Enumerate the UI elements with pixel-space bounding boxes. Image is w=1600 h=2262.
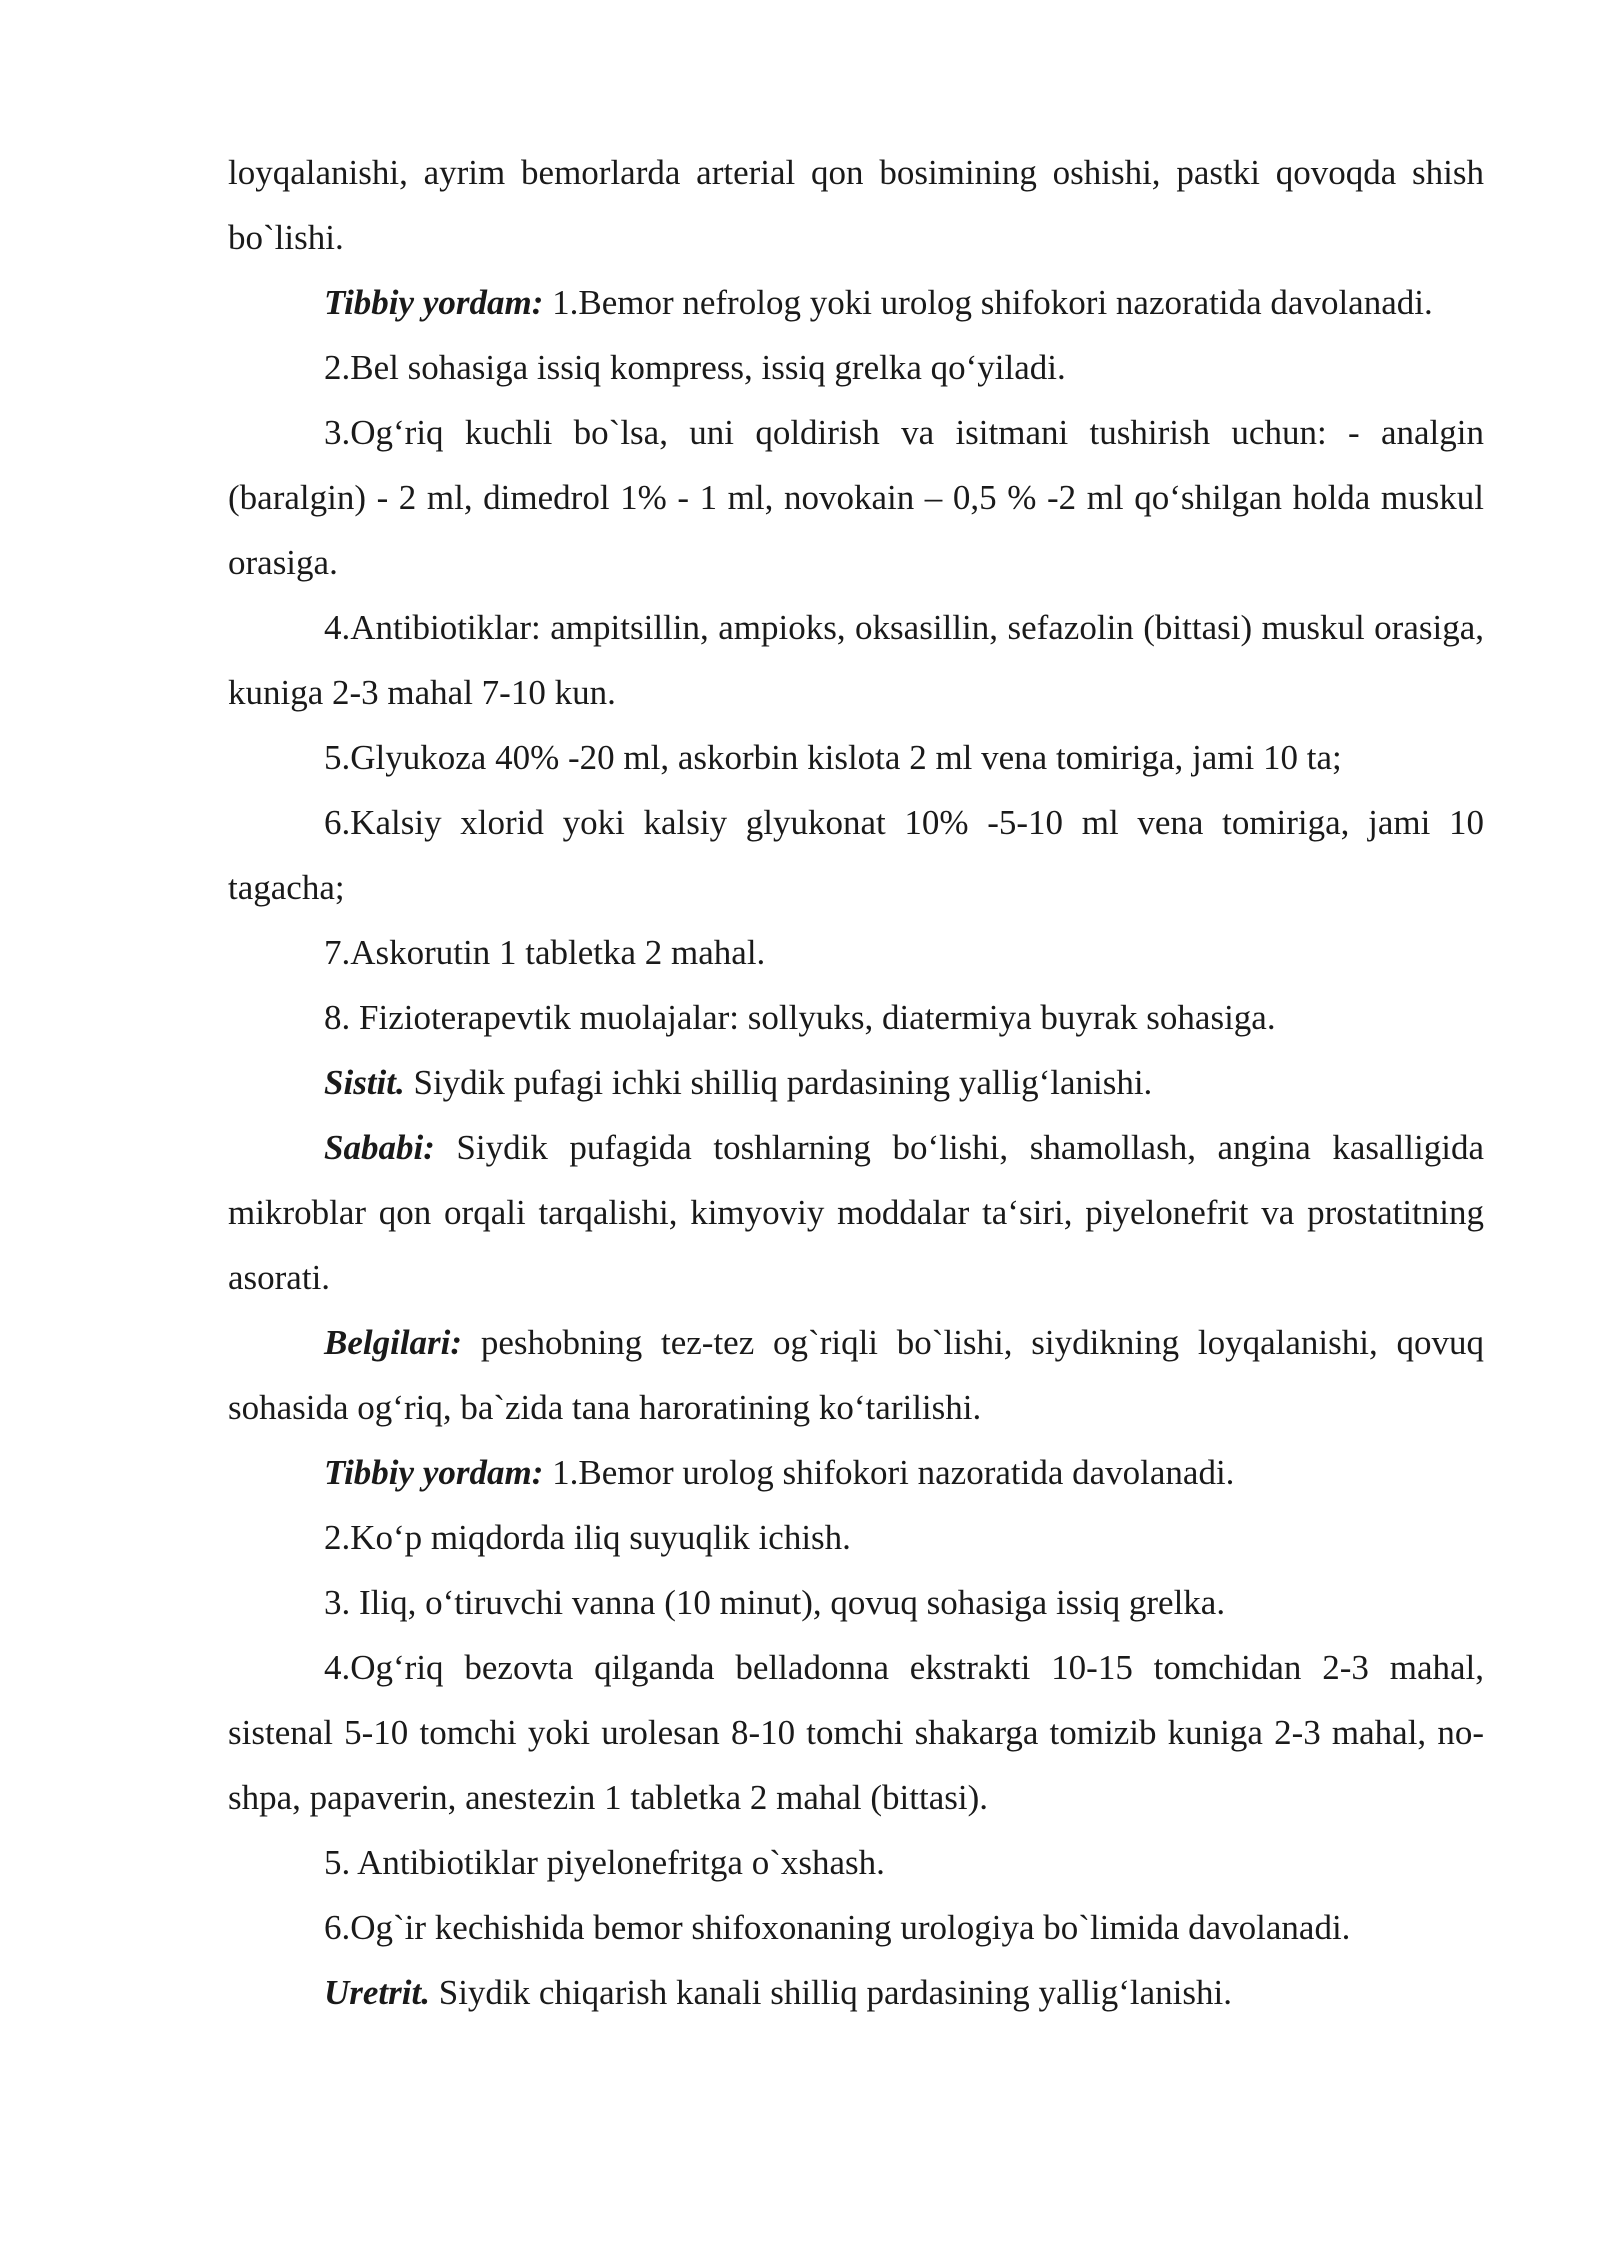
paragraph-4 [228, 595, 1484, 725]
paragraph-text: 1.Bemor nefrolog yoki urolog shifokori nazoratida davolanadi. [543, 283, 1433, 322]
paragraph-10 [228, 1115, 1484, 1310]
paragraph-16 [228, 1830, 1484, 1895]
paragraph-text: 3.Og‘riq kuchli bo`lsa, uni qoldirish va isitmani tushirish uchun: - analgin (baralgin) - 2 ml, dimedrol 1% - 1 ml, novokain – 0,5 % -2 ml qo‘shilgan holda muskul orasiga. [228, 413, 1484, 582]
paragraph-text: Siydik chiqarish kanali shilliq pardasining yallig‘lanishi. [429, 1973, 1232, 2012]
paragraph-text: loyqalanishi, ayrim bemorlarda arterial qon bosimining oshishi, pastki qovoqda shish bo`lishi. [228, 153, 1484, 257]
paragraph-label: Sistit. [324, 1063, 405, 1102]
paragraph-text: 5.Glyukoza 40% -20 ml, askorbin kislota 2 ml vena tomiriga, jami 10 ta; [324, 738, 1342, 777]
paragraph-text: 4.Og‘riq bezovta qilganda belladonna ekstrakti 10-15 tomchidan 2-3 mahal, sistenal 5-10 tomchi yoki urolesan 8-10 tomchi shakarga tomizib kuniga 2-3 mahal, no-shpa, papaverin, anestezin 1 tabletka 2 mahal (bittasi). [228, 1648, 1484, 1817]
paragraph-label: Tibbiy yordam: [324, 1453, 544, 1492]
paragraph-text: 1.Bemor urolog shifokori nazoratida davolanadi. [543, 1453, 1235, 1492]
paragraph-9 [228, 1050, 1484, 1115]
paragraph-12 [228, 1440, 1484, 1505]
paragraph-0 [228, 140, 1484, 270]
paragraph-text: Siydik pufagi ichki shilliq pardasining yallig‘lanishi. [404, 1063, 1153, 1102]
paragraph-14 [228, 1570, 1484, 1635]
paragraph-text: 7.Askorutin 1 tabletka 2 mahal. [324, 933, 766, 972]
paragraph-label: Tibbiy yordam: [324, 283, 544, 322]
paragraph-17 [228, 1895, 1484, 1960]
paragraph-text: 2.Bel sohasiga issiq kompress, issiq grelka qo‘yiladi. [324, 348, 1066, 387]
paragraph-text: Siydik pufagida toshlarning bo‘lishi, shamollash, angina kasalligida mikroblar qon orqali tarqalishi, kimyoviy moddalar ta‘siri, piyelonefrit va prostatitning asorati. [228, 1128, 1484, 1297]
paragraph-1 [228, 270, 1484, 335]
paragraph-label: Belgilari: [324, 1323, 463, 1362]
paragraph-text: peshobning tez-tez og`riqli bo`lishi, siydikning loyqalanishi, qovuq sohasida og‘riq, ba`zida tana haroratining ko‘tarilishi. [228, 1323, 1484, 1427]
paragraph-text: 6.Kalsiy xlorid yoki kalsiy glyukonat 10% -5-10 ml vena tomiriga, jami 10 tagacha; [228, 803, 1484, 907]
paragraph-5 [228, 725, 1484, 790]
paragraph-18 [228, 1960, 1484, 2025]
paragraph-6 [228, 790, 1484, 920]
paragraph-15 [228, 1635, 1484, 1830]
paragraph-text: 6.Og`ir kechishida bemor shifoxonaning urologiya bo`limida davolanadi. [324, 1908, 1351, 1947]
paragraph-8 [228, 985, 1484, 1050]
paragraph-label: Sababi: [324, 1128, 435, 1167]
paragraph-11 [228, 1310, 1484, 1440]
paragraph-7 [228, 920, 1484, 985]
paragraph-label: Uretrit. [324, 1973, 430, 2012]
paragraph-2 [228, 335, 1484, 400]
paragraph-text: 2.Ko‘p miqdorda iliq suyuqlik ichish. [324, 1518, 851, 1557]
document-page [228, 140, 1484, 2025]
paragraph-3 [228, 400, 1484, 595]
paragraph-text: 3. Iliq, o‘tiruvchi vanna (10 minut), qovuq sohasiga issiq grelka. [324, 1583, 1226, 1622]
paragraph-13 [228, 1505, 1484, 1570]
paragraph-text: 8. Fizioterapevtik muolajalar: sollyuks, diatermiya buyrak sohasiga. [324, 998, 1276, 1037]
paragraph-text: 5. Antibiotiklar piyelonefritga o`xshash. [324, 1843, 885, 1882]
paragraph-text: 4.Antibiotiklar: ampitsillin, ampioks, oksasillin, sefazolin (bittasi) muskul orasiga, kuniga 2-3 mahal 7-10 kun. [228, 608, 1484, 712]
